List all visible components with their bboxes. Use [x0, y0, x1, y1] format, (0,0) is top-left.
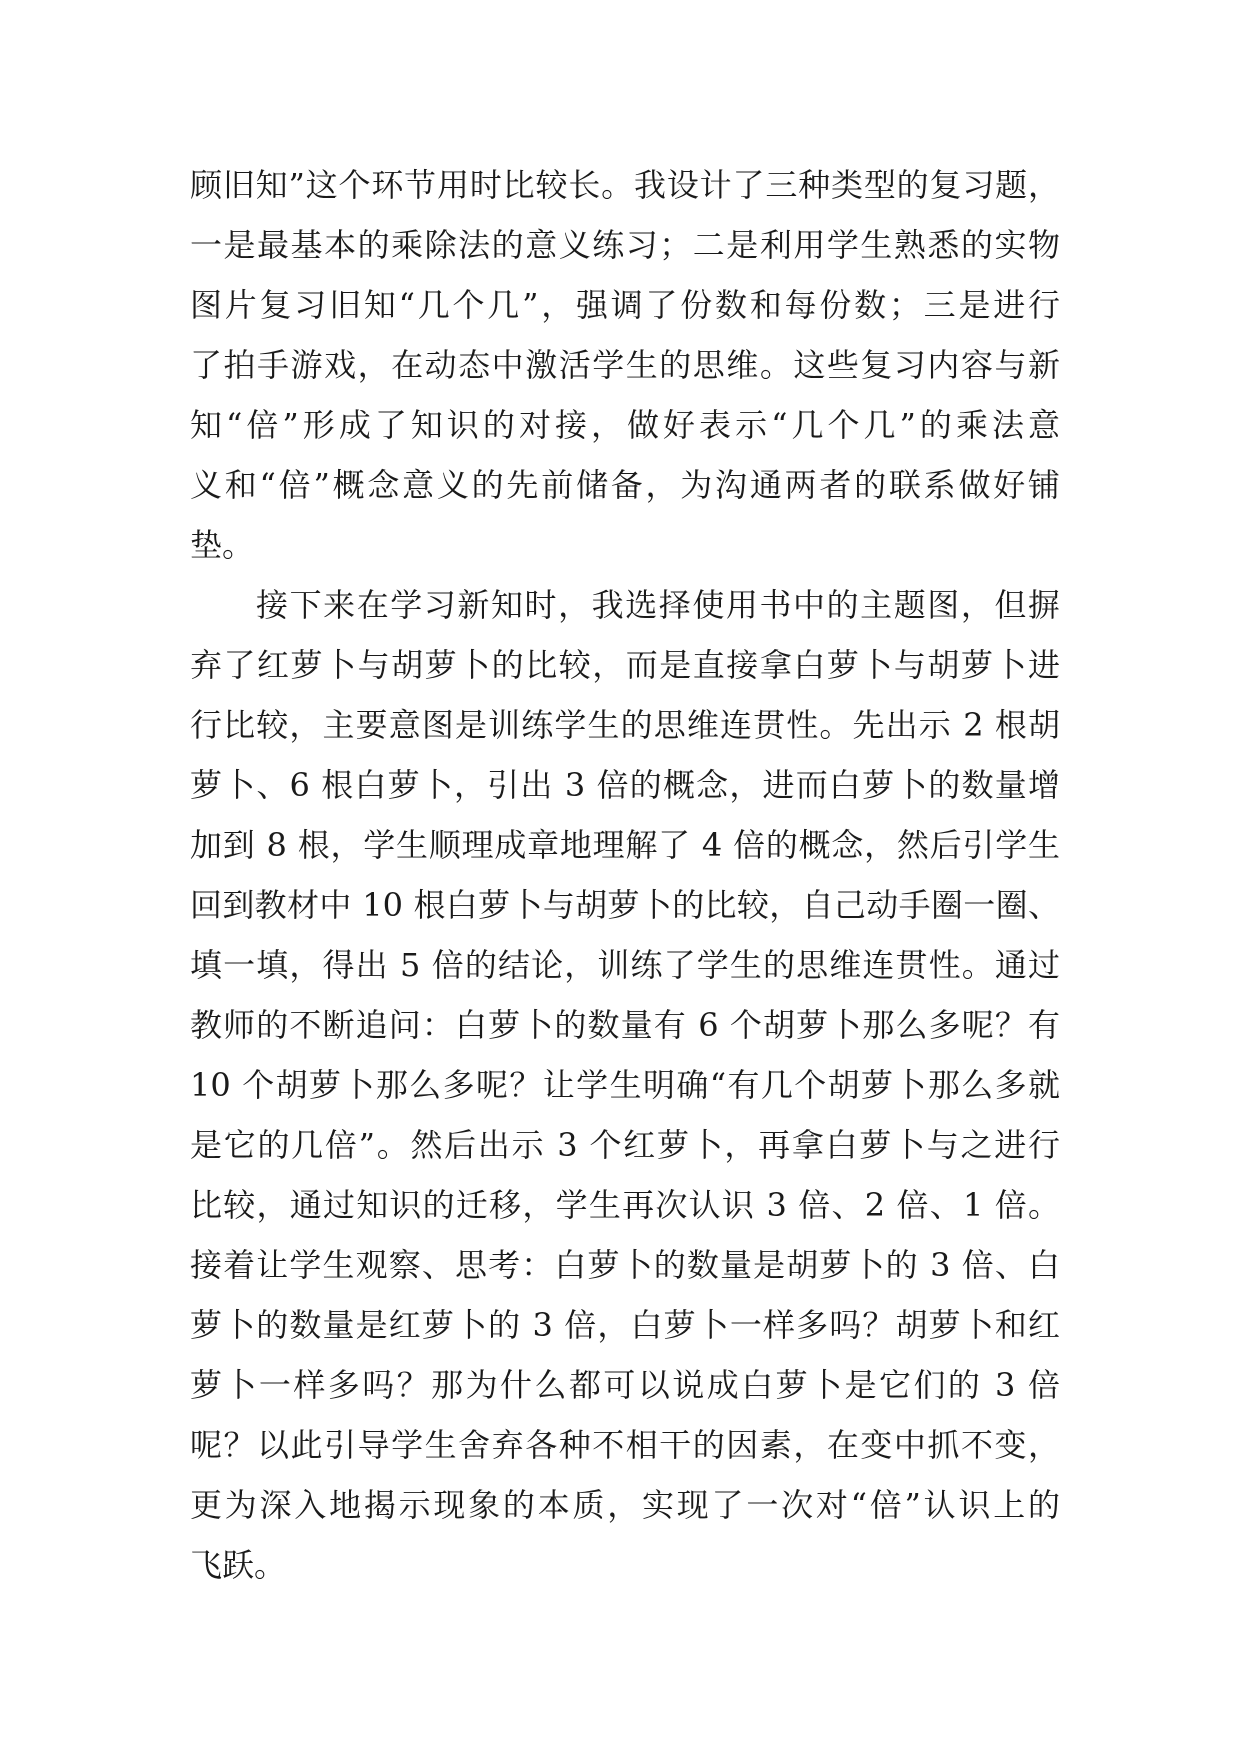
text-line: 更为深入地揭示现象的本质，实现了一次对“倍”认识上的: [190, 1486, 1060, 1524]
text-line: 呢？以此引导学生舍弃各种不相干的因素，在变中抓不变，: [190, 1426, 1060, 1464]
text-line: 弃了红萝卜与胡萝卜的比较，而是直接拿白萝卜与胡萝卜进: [190, 646, 1060, 684]
text-line: 行比较，主要意图是训练学生的思维连贯性。先出示 2 根胡: [190, 706, 1060, 744]
text-line: 垫。: [190, 526, 255, 564]
text-line: 比较，通过知识的迁移，学生再次认识 3 倍、2 倍、1 倍。: [190, 1186, 1060, 1224]
text-line: 萝卜、6 根白萝卜，引出 3 倍的概念，进而白萝卜的数量增: [190, 766, 1060, 804]
text-line: 是它的几倍”。然后出示 3 个红萝卜，再拿白萝卜与之进行: [190, 1126, 1060, 1164]
body-text: [190, 155, 1060, 1595]
text-line: 回到教材中 10 根白萝卜与胡萝卜的比较，自己动手圈一圈、: [190, 886, 1060, 924]
text-line: 图片复习旧知“几个几”，强调了份数和每份数；三是进行: [190, 286, 1060, 324]
text-line: 顾旧知”这个环节用时比较长。我设计了三种类型的复习题，: [190, 166, 1060, 204]
text-line: 填一填，得出 5 倍的结论，训练了学生的思维连贯性。通过: [190, 946, 1060, 984]
text-line: 萝卜一样多吗？那为什么都可以说成白萝卜是它们的 3 倍: [190, 1366, 1060, 1404]
text-line: 接着让学生观察、思考：白萝卜的数量是胡萝卜的 3 倍、白: [190, 1246, 1060, 1284]
text-line: 加到 8 根，学生顺理成章地理解了 4 倍的概念，然后引学生: [190, 826, 1060, 864]
paragraph-1: [190, 155, 1060, 575]
text-line: 一是最基本的乘除法的意义练习；二是利用学生熟悉的实物: [190, 226, 1060, 264]
text-line: 接下来在学习新知时，我选择使用书中的主题图，但摒: [256, 586, 1060, 624]
text-line: 教师的不断追问：白萝卜的数量有 6 个胡萝卜那么多呢？有: [190, 1006, 1060, 1044]
text-line: 飞跃。: [190, 1546, 287, 1584]
text-line: 10 个胡萝卜那么多呢？让学生明确“有几个胡萝卜那么多就: [190, 1066, 1060, 1104]
text-line: 知“倍”形成了知识的对接，做好表示“几个几”的乘法意: [190, 406, 1060, 444]
text-line: 了拍手游戏，在动态中激活学生的思维。这些复习内容与新: [190, 346, 1060, 384]
paragraph-2: [190, 575, 1060, 1595]
text-line: 义和“倍”概念意义的先前储备，为沟通两者的联系做好铺: [190, 466, 1060, 504]
text-line: 萝卜的数量是红萝卜的 3 倍，白萝卜一样多吗？胡萝卜和红: [190, 1306, 1060, 1344]
